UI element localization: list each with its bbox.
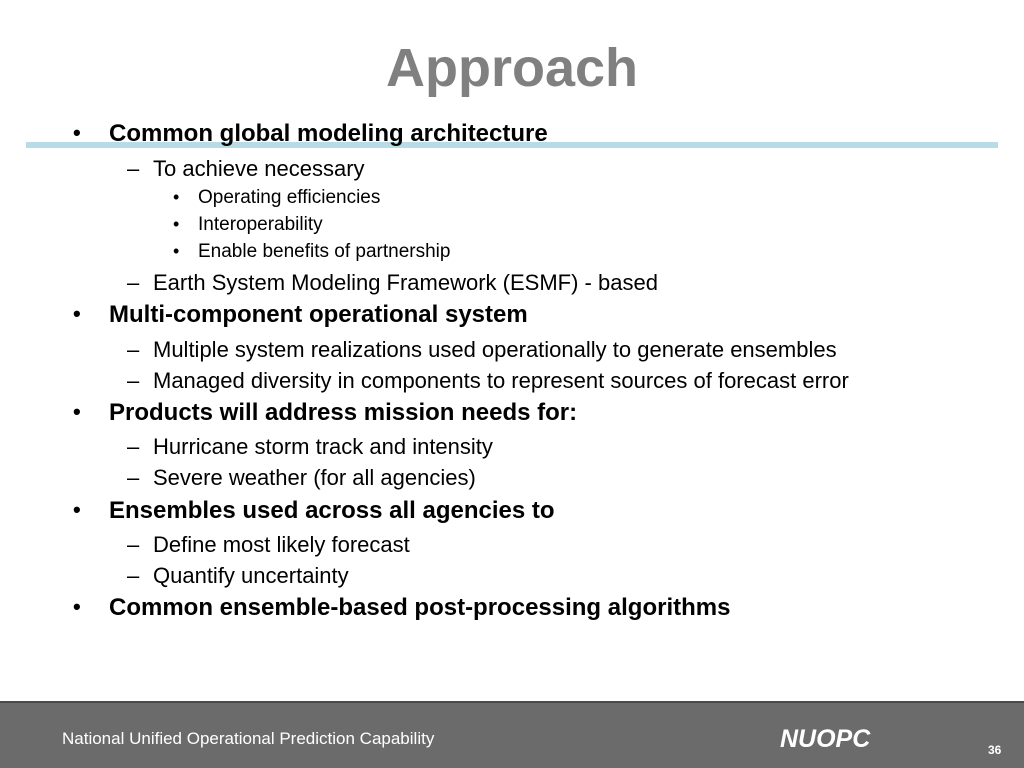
dash-marker: – [127,465,140,490]
organization-name: National Unified Operational Prediction Capability [62,729,435,748]
sub-bullet-text: Hurricane storm track and intensity [153,434,493,459]
page-number: 36 [988,743,1002,757]
bullet-marker: • [73,301,81,326]
sub-bullet-text: Managed diversity in components to represent sources of forecast error [153,368,849,393]
sub-sub-bullet-text: Interoperability [198,214,323,235]
bullet-marker: • [73,594,81,619]
dash-marker: – [127,532,140,557]
bullet-marker: • [73,399,81,424]
bullet-marker: • [173,187,180,207]
bullet-text: Common global modeling architecture [109,120,548,147]
sub-bullet-text: Quantify uncertainty [153,563,349,588]
bullet-marker: • [173,214,180,234]
dash-marker: – [127,434,140,459]
dash-marker: – [127,563,140,588]
dash-marker: – [127,270,140,295]
brand-logo-text: NUOPC [780,725,871,753]
slide-footer [0,701,1024,768]
sub-bullet-text: Multiple system realizations used operationally to generate ensembles [153,337,837,362]
bullet-marker: • [173,241,180,261]
bullet-marker: • [73,497,81,522]
bullet-text: Ensembles used across all agencies to [109,497,555,524]
dash-marker: – [127,156,140,181]
bullet-text: Products will address mission needs for: [109,399,578,426]
dash-marker: – [127,368,140,393]
bullet-marker: • [73,120,81,145]
bullet-text: Common ensemble-based post-processing algorithms [109,594,731,621]
sub-bullet-text: Define most likely forecast [153,532,410,557]
sub-bullet-text: Earth System Modeling Framework (ESMF) - based [153,270,658,295]
dash-marker: – [127,337,140,362]
sub-bullet-text: Severe weather (for all agencies) [153,465,476,490]
bullet-text: Multi-component operational system [109,301,528,328]
sub-sub-bullet-text: Enable benefits of partnership [198,241,451,262]
slide-title: Approach [385,38,639,98]
sub-sub-bullet-text: Operating efficiencies [198,187,381,208]
sub-bullet-text: To achieve necessary [153,156,365,181]
